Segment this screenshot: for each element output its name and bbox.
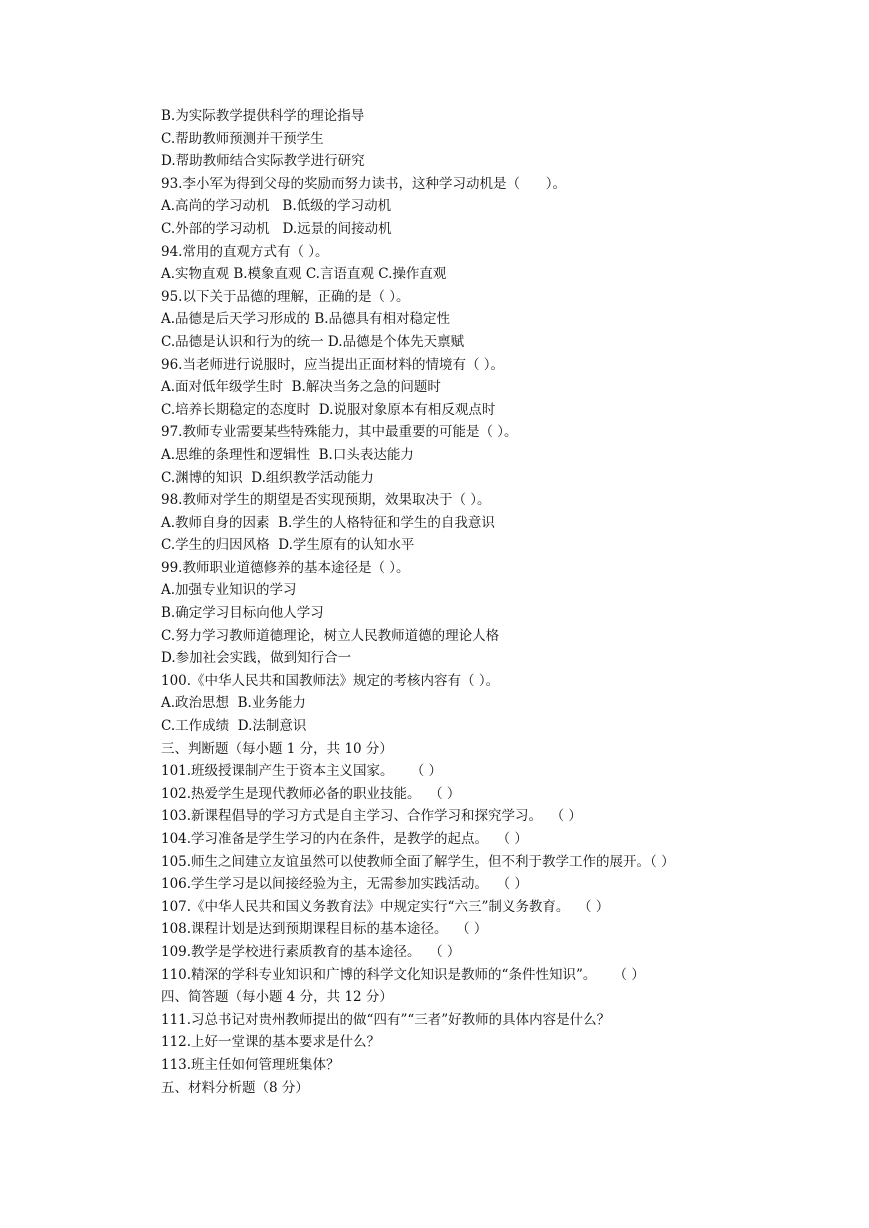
text-line: C.工作成绩 D.法制意识 bbox=[161, 718, 307, 735]
question-98: 98.教师对学生的期望是否实现预期，效果取决于（ ）。 bbox=[161, 492, 491, 509]
question-102: 102.热爱学生是现代教师必备的职业技能。 （ ） bbox=[161, 785, 461, 802]
text-line: A.加强专业知识的学习 bbox=[161, 582, 297, 599]
text-line: C.渊博的知识 D.组织教学活动能力 bbox=[161, 469, 374, 486]
text-line: B.为实际教学提供科学的理论指导 bbox=[161, 108, 365, 124]
text-line: C.努力学习教师道德理论，树立人民教师道德的理论人格 bbox=[161, 627, 500, 644]
question-94: 94.常用的直观方式有（ ）。 bbox=[161, 243, 329, 260]
question-103: 103.新课程倡导的学习方式是自主学习、合作学习和探究学习。 （ ） bbox=[161, 808, 582, 825]
text-line: C.品德是认识和行为的统一 D.品德是个体先天禀赋 bbox=[161, 333, 465, 350]
text-line: A.面对低年级学生时 B.解决当务之急的问题时 bbox=[161, 379, 441, 396]
text-line: B.确定学习目标向他人学习 bbox=[161, 605, 324, 622]
question-104: 104.学习准备是学生学习的内在条件，是教学的起点。 （ ） bbox=[161, 831, 528, 847]
question-111: 111.习总书记对贵州教师提出的做“四有”“三者”好教师的具体内容是什么？ bbox=[161, 1011, 611, 1028]
question-113: 113.班主任如何管理班集体？ bbox=[161, 1056, 340, 1073]
section-heading-judgment: 三、判断题（每小题 1 分，共 10 分） bbox=[161, 740, 393, 757]
text-line: A.高尚的学习动机 B.低级的学习动机 bbox=[161, 198, 392, 215]
question-97: 97.教师专业需要某些特殊能力，其中最重要的可能是（ ）。 bbox=[161, 424, 518, 441]
question-107: 107.《中华人民共和国义务教育法》中规定实行“六三”制义务教育。 （ ） bbox=[161, 898, 610, 915]
text-line: C.外部的学习动机 D.远景的间接动机 bbox=[161, 220, 392, 237]
text-line: A.教师自身的因素 B.学生的人格特征和学生的自我意识 bbox=[161, 514, 495, 531]
question-95: 95.以下关于品德的理解，正确的是（ ）。 bbox=[161, 288, 410, 305]
text-line: A.实物直观 B.模象直观 C.言语直观 C.操作直观 bbox=[161, 266, 447, 283]
text-line: A.品德是后天学习形成的 B.品德具有相对稳定性 bbox=[161, 311, 451, 328]
question-112: 112.上好一堂课的基本要求是什么？ bbox=[161, 1034, 381, 1051]
text-line: A.政治思想 B.业务能力 bbox=[161, 695, 306, 712]
text-line: C.帮助教师预测并干预学生 bbox=[161, 130, 324, 147]
question-96: 96.当老师进行说服时，应当提出正面材料的情境有（ ）。 bbox=[161, 356, 505, 373]
text-line: C.学生的归因风格 D.学生原有的认知水平 bbox=[161, 537, 415, 554]
question-109: 109.教学是学校进行素质教育的基本途径。 （ ） bbox=[161, 943, 461, 960]
section-heading-short-answer: 四、简答题（每小题 4 分，共 12 分） bbox=[161, 989, 393, 1006]
text-line: D.帮助教师结合实际教学进行研究 bbox=[161, 153, 365, 170]
question-101: 101.班级授课制产生于资本主义国家。 （ ） bbox=[161, 763, 443, 780]
question-93: 93.李小军为得到父母的奖励而努力读书，这种学习动机是（ ）。 bbox=[161, 175, 566, 192]
document-page bbox=[161, 105, 841, 1099]
question-108: 108.课程计划是达到预期课程目标的基本途径。 （ ） bbox=[161, 921, 488, 938]
question-99: 99.教师职业道德修养的基本途径是（ ）。 bbox=[161, 559, 410, 576]
question-105: 105.师生之间建立友谊虽然可以使教师全面了解学生，但不利于教学工作的展开。（ ） bbox=[161, 853, 675, 870]
section-heading-material-analysis: 五、材料分析题（8 分） bbox=[161, 1079, 309, 1096]
question-100: 100.《中华人民共和国教师法》规定的考核内容有（ ）。 bbox=[161, 672, 500, 689]
question-110: 110.精深的学科专业知识和广博的科学文化知识是教师的“条件性知识”。 （ ） bbox=[161, 966, 645, 983]
text-line: C.培养长期稳定的态度时 D.说服对象原本有相反观点时 bbox=[161, 401, 496, 418]
text-line: A.思维的条理性和逻辑性 B.口头表达能力 bbox=[161, 446, 414, 463]
question-106: 106.学生学习是以间接经验为主，无需参加实践活动。 （ ） bbox=[161, 876, 528, 893]
text-line: D.参加社会实践，做到知行合一 bbox=[161, 650, 352, 667]
